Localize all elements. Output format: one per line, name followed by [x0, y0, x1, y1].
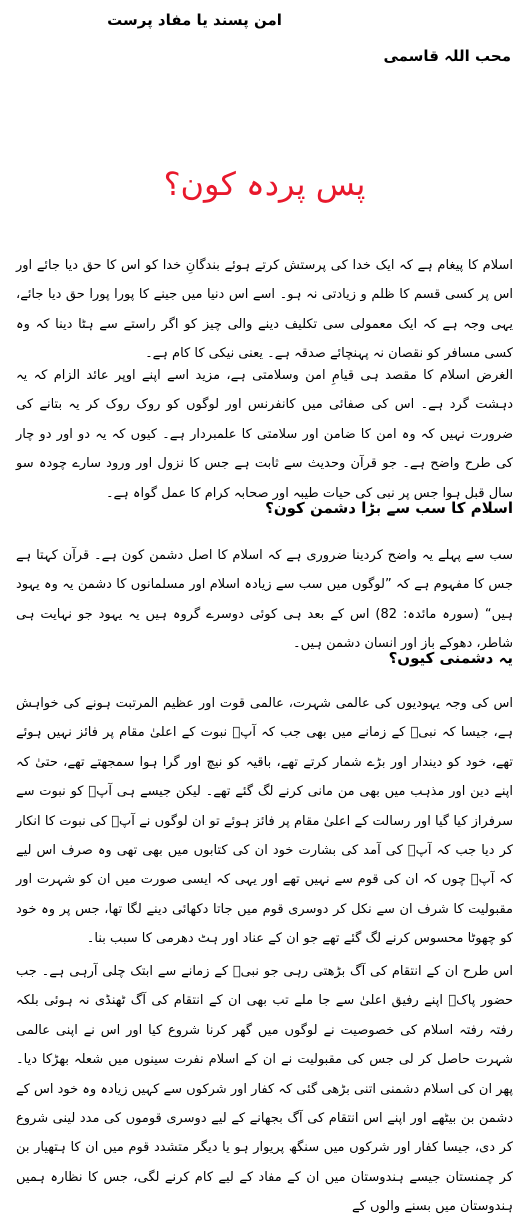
section-why-paragraph-1: اس کی وجہ یہودیوں کی عالمی شہرت، عالمی قوت اور عظیم المرتبت ہونے کی خواہش ہے، جیسا کہ نبیؐ کے زمانے میں بھی جب کہ آپؐ نبوت کے اعلیٰ مقام پر فائز نہیں ہوئے تھے، خود کو دیندار اور بڑے شمار کرتے تھے، باقیہ کو نیچ اور گرا ہوا سمجھتے تھے، حتیٰ کہ اپنے دین اور مذہب میں بھی من مانی کرنے لگ گئے تھے۔ لیکن جیسے ہی آپؐ کو نبوت سے سرفراز کیا گیا اور رسالت کے اعلیٰ مقام پر فائز ہوئے تو ان لوگوں نے آپؐ کی نبوت کا انکار کر دیا جب کہ آپؐ کی آمد کی بشارت خود ان کی کتابوں میں بھی تھی وہ صرف اس لیے کہ آپؐ چوں کہ ان کی قوم سے نہیں تھے اور یہی کہ ایسی صورت میں ان کو شہرت اور مقبولیت کا شرف ان سے نکل کر دوسری قوم میں جاتا دکھائی دینے لگا تھا، جس پر وہ خود کو چھوٹا محسوس کرنے لگ گئے تھے جو ان کے عناد اور ہٹ دھرمی کا سبب بنا۔	[16, 696, 513, 947]
main-heading: پس پردہ کون؟	[163, 165, 366, 203]
section-heading-enemy: اسلام کا سب سے بڑا دشمن کون؟	[265, 499, 513, 517]
section-heading-why: یہ دشمنی کیوں؟	[388, 649, 513, 667]
section-why-paragraph-2: اس طرح ان کے انتقام کی آگ بڑھتی رہی جو نبیؐ کے زمانے سے ابتک چلی آرہی ہے۔ جب حضور پاکؐ اپنے رفیق اعلیٰ سے جا ملے تب بھی ان کے انتقام کی آگ ٹھنڈی نہ ہوئی بلکہ رفتہ رفتہ اسلام کی خصوصیت نے لوگوں میں گھر کرنا شروع کیا اور اس نے اپنی عالمی شہرت حاصل کر لی جس کی مقبولیت نے ان کے اسلام نفرت سینوں میں شعلہ بھڑکا دیا۔ پھر ان کی اسلام دشمنی اتنی بڑھی گئی کہ کفار اور شرکوں سے کہیں زیادہ وہ خود اس کے دشمن بن بیٹھے اور اپنے اس انتقام کی آگ بجھانے کے لیے دوسری قوموں کی مدد لینی شروع کر دی، جیسا کفار اور شرکوں میں سنگھ پریوار ہو یا دیگر متشدد قوم میں ان کا ہتھیار بن کر چمنستان جیسے ہندوستان میں ان کے مفاد کے لیے کام کرنے لگی، جس کا نظارہ ہمیں ہندوستان میں بسنے والوں کے	[16, 964, 513, 1215]
author-name: محب اللہ قاسمی	[383, 47, 511, 65]
intro-paragraph-2: الغرض اسلام کا مقصد ہی قیامِ امن وسلامتی ہے، مزید اسے اپنے اوپر عائد الزام کہ یہ دہشت گرد ہے۔ اس کی صفائی میں کانفرنس اور لوگوں کو روک روک کر یہ بتانے کی ضرورت نہیں کہ وہ امن کا ضامن اور سلامتی کا علمبردار ہے۔ کیوں کہ یہ دو اور دو چار کی طرح واضح ہے۔ جو قرآن وحدیث سے ثابت ہے جس کا نزول اور ورود سارے چودہ سو سال قبل ہوا جس پر نبی کی حیات طیبہ اور صحابہ کرام کا عمل گواہ ہے۔	[16, 368, 513, 501]
intro-paragraph-1: اسلام کا پیغام ہے کہ ایک خدا کی پرستش کرتے ہوئے بندگانِ خدا کو اس کا حق دیا جائے اور اس پر کسی قسم کا ظلم و زیادتی نہ ہو۔ اسے اس دنیا میں جینے کا پورا پورا حق دیا جائے، یہی وجہ ہے کہ ایک معمولی سی تکلیف دینے والی چیز کو اگر راستے سے ہٹا دینا کہ وہ کسی مسافر کو نقصان نہ پہنچائے صدقہ ہے۔ یعنی نیکی کا کام ہے۔	[16, 258, 513, 362]
article-title: امن پسند یا مفاد پرست	[107, 11, 282, 29]
section-enemy-paragraph: سب سے پہلے یہ واضح کردینا ضروری ہے کہ اسلام کا اصل دشمن کون ہے۔ قرآن کہتا ہے جس کا مفہوم ہے کہ ”لوگوں میں سب سے زیادہ اسلام اور مسلمانوں کا دشمن یہ وہ یہود ہیں“ (سورہ مائدہ: 82) اس کے بعد ہی کوئی دوسرے گروہ ہیں یہ یہود جو نہایت ہی شاطر، دھوکے باز اور انسان دشمن ہیں۔	[16, 548, 513, 652]
